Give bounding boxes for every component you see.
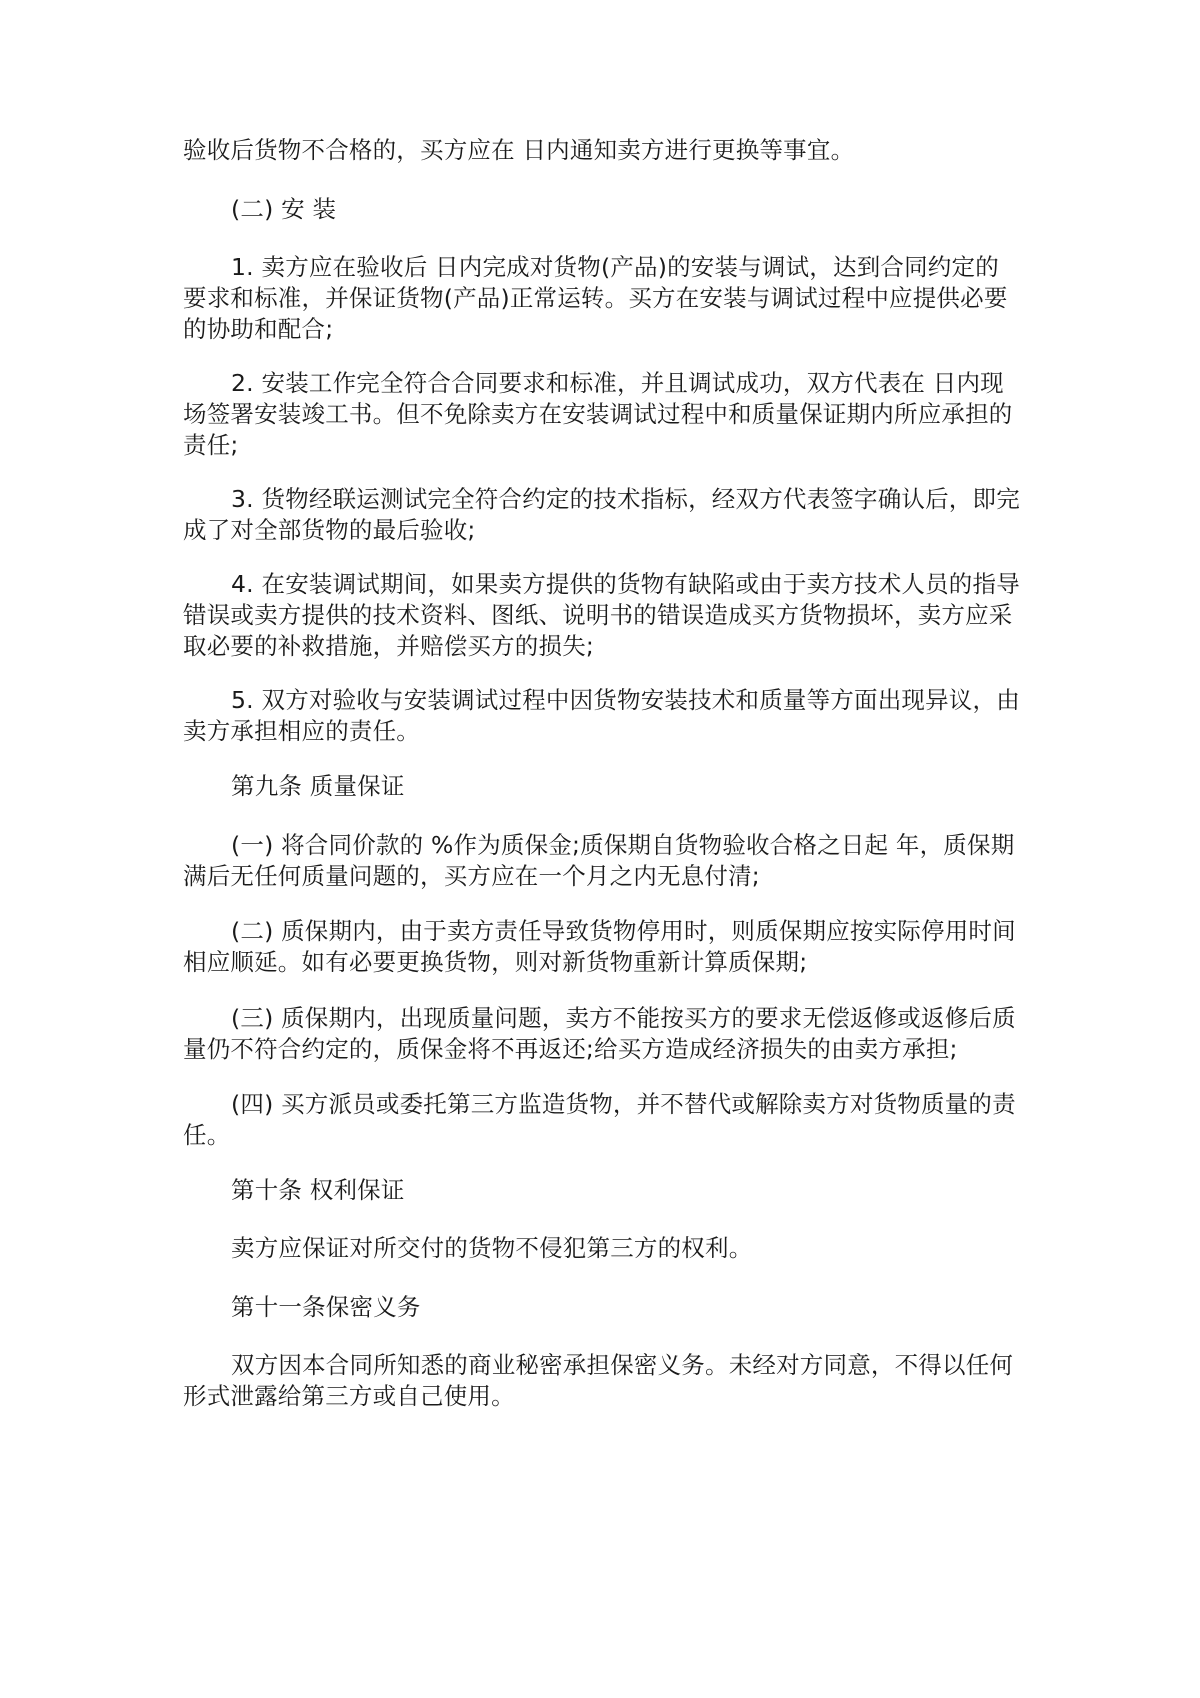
text-line: 双方因本合同所知悉的商业秘密承担保密义务。未经对方同意，不得以任何 xyxy=(231,1351,1014,1379)
paragraph-installation-2 xyxy=(183,368,1023,461)
text-line: 相应顺延。如有必要更换货物，则对新货物重新计算质保期; xyxy=(183,948,808,976)
paragraph-warranty-2 xyxy=(183,916,1023,978)
text-line: 验收后货物不合格的，买方应在 日内通知卖方进行更换等事宜。 xyxy=(183,136,855,164)
text-line: 错误或卖方提供的技术资料、图纸、说明书的错误造成买方货物损坏，卖方应采 xyxy=(183,601,1013,629)
paragraph-installation-3 xyxy=(183,484,1023,546)
paragraph-warranty-3 xyxy=(183,1003,1023,1065)
text-line: 3. 货物经联运测试完全符合约定的技术指标，经双方代表签字确认后，即完 xyxy=(231,485,1020,513)
text-line: (一) 将合同价款的 %作为质保金;质保期自货物验收合格之日起 年，质保期 xyxy=(231,831,1015,859)
text-line: (二) 安 装 xyxy=(231,195,337,223)
paragraph-rights-warranty xyxy=(183,1233,1023,1264)
text-line: 要求和标准，并保证货物(产品)正常运转。买方在安装与调试过程中应提供必要 xyxy=(183,284,1008,312)
text-line: 卖方承担相应的责任。 xyxy=(183,717,420,745)
text-line: 4. 在安装调试期间，如果卖方提供的货物有缺陷或由于卖方技术人员的指导 xyxy=(231,570,1020,598)
text-line: 满后无任何质量问题的，买方应在一个月之内无息付清; xyxy=(183,862,760,890)
text-line: 取必要的补救措施，并赔偿买方的损失; xyxy=(183,632,595,660)
paragraph-warranty-1 xyxy=(183,830,1023,892)
text-line: 场签署安装竣工书。但不免除卖方在安装调试过程中和质量保证期内所应承担的 xyxy=(183,400,1013,428)
text-line: 第九条 质量保证 xyxy=(231,772,405,800)
paragraph-installation-5 xyxy=(183,685,1023,747)
text-line: 量仍不符合约定的，质保金将不再返还;给买方造成经济损失的由卖方承担; xyxy=(183,1035,958,1063)
text-line: 第十条 权利保证 xyxy=(231,1176,405,1204)
text-line: 5. 双方对验收与安装调试过程中因货物安装技术和质量等方面出现异议，由 xyxy=(231,686,1020,714)
paragraph-warranty-4 xyxy=(183,1089,1023,1151)
text-line: 的协助和配合; xyxy=(183,315,334,343)
text-line: (三) 质保期内，出现质量问题，卖方不能按买方的要求无偿返修或返修后质 xyxy=(231,1004,1016,1032)
text-line: 形式泄露给第三方或自己使用。 xyxy=(183,1382,515,1410)
text-line: 责任; xyxy=(183,431,239,459)
text-line: (四) 买方派员或委托第三方监造货物，并不替代或解除卖方对货物质量的责 xyxy=(231,1090,1016,1118)
text-line: 2. 安装工作完全符合合同要求和标准，并且调试成功，双方代表在 日内现 xyxy=(231,369,1004,397)
article-heading-confidentiality xyxy=(183,1292,1023,1323)
text-line: 任。 xyxy=(183,1121,231,1149)
article-heading-rights-warranty xyxy=(183,1175,1023,1206)
paragraph-confidentiality xyxy=(183,1350,1023,1412)
text-line: 1. 卖方应在验收后 日内完成对货物(产品)的安装与调试，达到合同约定的 xyxy=(231,253,999,281)
text-line: (二) 质保期内，由于卖方责任导致货物停用时，则质保期应按实际停用时间 xyxy=(231,917,1016,945)
paragraph-installation-4 xyxy=(183,569,1023,662)
section-heading-installation xyxy=(183,194,1023,225)
paragraph-acceptance-notice xyxy=(183,135,1023,166)
article-heading-quality-warranty xyxy=(183,771,1023,802)
text-line: 第十一条保密义务 xyxy=(231,1293,421,1321)
paragraph-installation-1 xyxy=(183,252,1023,345)
text-line: 卖方应保证对所交付的货物不侵犯第三方的权利。 xyxy=(231,1234,753,1262)
text-line: 成了对全部货物的最后验收; xyxy=(183,516,476,544)
